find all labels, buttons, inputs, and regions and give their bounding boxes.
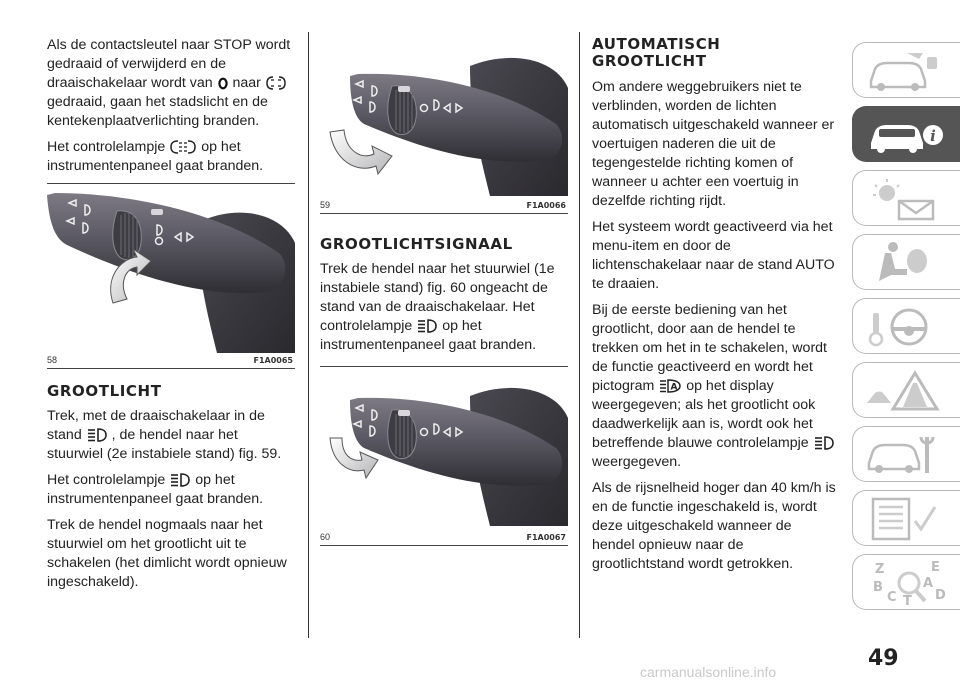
steering-key-icon — [863, 305, 943, 349]
column-1 — [47, 36, 295, 183]
figure-code: F1A0066 — [526, 201, 566, 210]
light-stalk-illustration — [320, 36, 568, 196]
car-info-icon — [863, 113, 943, 157]
airbag-seat-icon — [863, 241, 943, 285]
high-beam-icon — [814, 436, 834, 450]
index-letter: C — [887, 590, 897, 605]
paragraph-auto-4: Als de rijsnelheid hoger dan 40 km/h is en de functie ingeschakeld is, wordt deze uitgeschakeld wanneer de hendel opnieuw naar de grootlichtstand wordt getrokken. — [592, 480, 836, 572]
paragraph-grootlicht-2: Het controlelampje op het instrumentenpaneel gaat branden. — [47, 472, 264, 507]
paragraph-grootlichtsignaal: Trek de hendel naar het stuurwiel (1e instabiele stand) fig. 60 ongeacht de stand van de draaischakelaar. Het controlelampje op het instrumentenpaneel gaat branden. — [320, 261, 555, 353]
light-switch-zero-icon — [218, 77, 228, 90]
tab-safety[interactable] — [852, 234, 960, 290]
index-letter: D — [935, 588, 946, 603]
figure-code: F1A0067 — [526, 533, 566, 542]
paragraph-warning-lamp: Het controlelampje op het instrumentenpaneel gaat branden. — [47, 139, 264, 174]
tab-maintenance[interactable] — [852, 426, 960, 482]
tab-dashboard[interactable] — [852, 42, 960, 98]
svg-text:A: A — [670, 382, 678, 393]
paragraph-auto-3: Bij de eerste bediening van het grootlicht, door aan de hendel te trekken om het in te schakelen, wordt de functie geactiveerd en wordt het pictogram A op het display weergegeven; als het grootlicht ook daadwerkelijk aan is, wordt ook het betreffende blauwe controlelampje weergegeven. — [592, 301, 837, 472]
tab-starting-driving[interactable] — [852, 298, 960, 354]
index-search-icon — [863, 560, 946, 609]
figure-58 — [47, 183, 295, 369]
index-letter: B — [873, 580, 883, 595]
high-beam-icon — [417, 319, 437, 333]
column-divider — [579, 32, 580, 638]
light-stalk-illustration — [47, 183, 295, 353]
high-beam-icon — [170, 473, 190, 487]
light-stalk-illustration — [320, 366, 568, 526]
svg-text:i: i — [930, 127, 936, 145]
section-grootlichtsignaal — [320, 236, 568, 362]
figure-59 — [320, 36, 568, 214]
watermark: carmanualsonline.info — [640, 664, 777, 680]
road-warning-icon — [863, 369, 943, 413]
paragraph-grootlicht-1: Trek, met de draaischakelaar in de stand , de hendel naar het stuurwiel (2e instabiele stand) fig. 59. — [47, 408, 282, 462]
index-letter: E — [931, 560, 940, 575]
section-automatisch-grootlicht — [592, 36, 837, 581]
high-beam-icon — [87, 428, 107, 442]
figure-number: 60 — [320, 532, 331, 542]
paragraph-auto-2: Het systeem wordt geactiveerd via het menu-item en door de lichtenschakelaar naar de stand AUTO te draaien. — [592, 219, 835, 292]
paragraph-auto-1: Om andere weggebruikers niet te verblinden, worden de lichten automatisch uitgeschakeld wanneer er voertuigen naderen die uit de tegengestelde richting komen of wanneer u achter een voertuig in dezelfde richting rijdt. — [592, 79, 835, 209]
paragraph-grootlicht-3: Trek de hendel nogmaals naar het stuurwiel om het grootlicht uit te schakelen (het dimlicht wordt opnieuw ingeschakeld). — [47, 517, 287, 590]
figure-60 — [320, 366, 568, 546]
index-letter: Z — [875, 562, 885, 577]
auto-high-beam-icon — [659, 379, 681, 393]
specs-list-icon — [863, 497, 943, 541]
tab-car-info[interactable] — [852, 106, 960, 162]
figure-number: 58 — [47, 355, 58, 365]
figure-number: 59 — [320, 200, 331, 210]
figure-bottom-rule — [47, 368, 295, 369]
car-wrench-icon — [863, 433, 943, 477]
tab-index[interactable] — [852, 554, 960, 610]
tab-emergency[interactable] — [852, 362, 960, 418]
paragraph-switch-stop: Als de contactsleutel naar STOP wordt gedraaid of verwijderd en de draaischakelaar wordt van naar gedraaid, gaan het stadslicht en de kentekenplaatverlichting branden. — [47, 37, 291, 129]
figure-bottom-rule — [320, 213, 568, 214]
heading-grootlichtsignaal: GROOTLICHTSIGNAAL — [320, 235, 513, 253]
page-number: 49 — [868, 646, 899, 671]
section-grootlicht — [47, 383, 295, 599]
figure-bottom-rule — [320, 545, 568, 546]
column-divider — [308, 32, 309, 638]
position-lights-icon — [266, 76, 286, 90]
car-dashboard-icon — [863, 49, 943, 93]
position-lights-icon — [170, 140, 196, 154]
heading-grootlicht: GROOTLICHT — [47, 382, 162, 400]
tab-technical-data[interactable] — [852, 490, 960, 546]
tab-warning-lights[interactable] — [852, 170, 960, 226]
warning-lights-icon — [863, 177, 943, 221]
index-letter: A — [923, 576, 934, 591]
heading-automatisch-grootlicht: AUTOMATISCH GROOTLICHT — [592, 35, 721, 70]
index-letter: T — [903, 594, 912, 609]
figure-code: F1A0065 — [253, 356, 293, 365]
